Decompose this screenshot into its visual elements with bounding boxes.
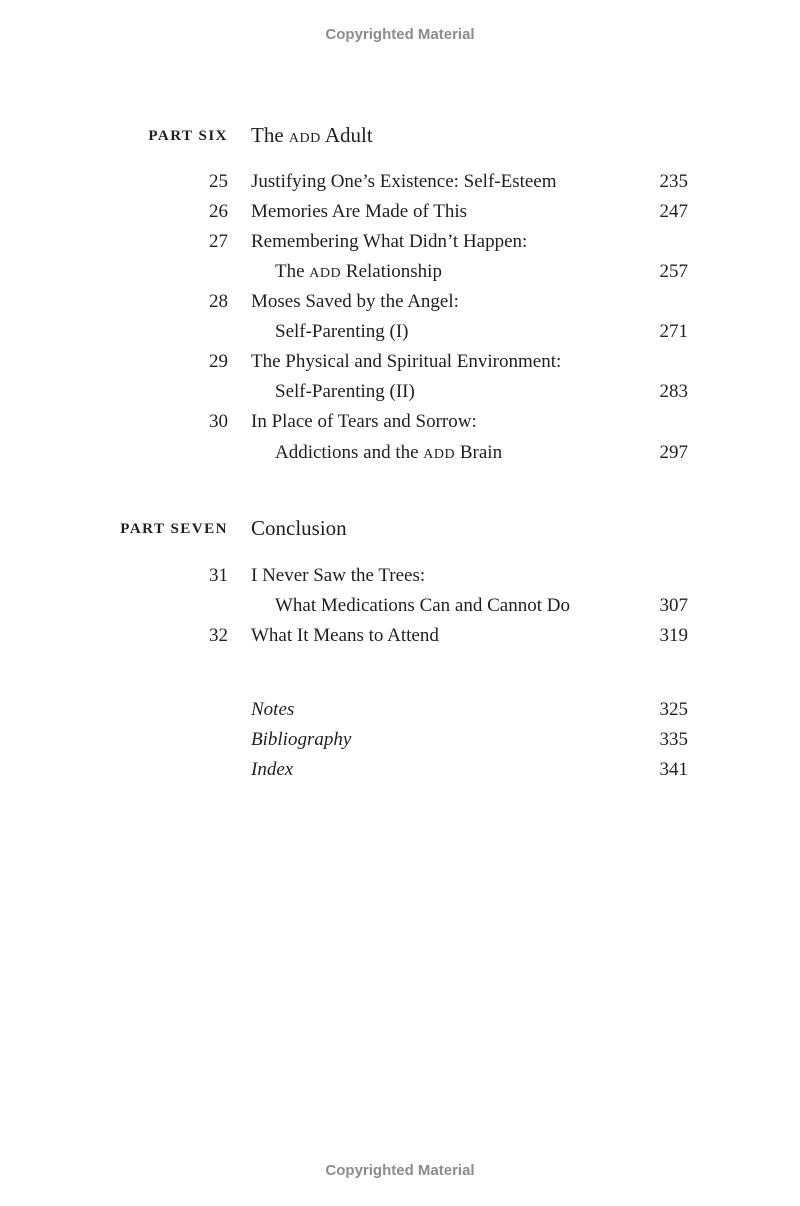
toc-entry-continuation[interactable] [0,438,800,468]
chapter-number: 25 [209,171,228,192]
toc-entry[interactable] [0,407,800,437]
chapter-subtitle: Self-Parenting (II) [275,381,415,402]
back-matter-title: Index [251,759,294,780]
part-title [251,123,373,148]
subtitle-suffix: Relationship [341,261,442,282]
chapter-number: 26 [209,201,228,222]
subtitle-acronym: ADD [309,266,342,281]
toc-entry-continuation[interactable] [0,317,800,347]
back-matter-entry[interactable] [0,755,800,785]
back-matter-title: Notes [251,699,295,720]
subtitle-acronym: ADD [423,447,456,462]
chapter-title: Memories Are Made of This [251,201,467,222]
page-number: 297 [659,442,688,463]
subtitle-prefix: The [275,261,310,282]
copyright-watermark-bottom: Copyrighted Material [325,1162,475,1179]
toc-entry[interactable] [0,287,800,317]
part-label: PART SEVEN [120,521,228,537]
chapter-number: 29 [209,351,228,372]
part-title-prefix: The [251,123,289,147]
page-number: 247 [659,201,688,222]
toc-entry-continuation[interactable] [0,377,800,407]
chapter-subtitle [275,257,442,289]
chapter-number: 27 [209,231,228,252]
subtitle-prefix: Addictions and the [275,442,424,463]
chapter-subtitle [275,438,502,470]
toc-entry-continuation[interactable] [0,257,800,287]
chapter-title: The Physical and Spiritual Environment: [251,351,562,372]
page-number: 325 [659,699,688,720]
toc-entry[interactable] [0,347,800,377]
page-number: 257 [659,261,688,282]
copyright-watermark-top: Copyrighted Material [325,26,475,43]
toc-entry[interactable] [0,621,800,651]
page-number: 283 [659,381,688,402]
page-number: 307 [659,595,688,616]
part-title-suffix: Adult [320,123,373,147]
chapter-title: Justifying One’s Existence: Self-Esteem [251,171,557,192]
subtitle-suffix: Brain [455,442,503,463]
toc-entry[interactable] [0,561,800,591]
toc-entry-continuation[interactable] [0,591,800,621]
chapter-subtitle: Self-Parenting (I) [275,321,409,342]
page-number: 319 [659,625,688,646]
chapter-number: 31 [209,565,228,586]
chapter-number: 30 [209,411,228,432]
page-number: 271 [659,321,688,342]
toc-entry[interactable] [0,197,800,227]
chapter-title: Remembering What Didn’t Happen: [251,231,528,252]
chapter-number: 32 [209,625,228,646]
part-title-acronym: ADD [288,131,321,146]
chapter-title: What It Means to Attend [251,625,439,646]
part-title: Conclusion [251,516,347,540]
back-matter-entry[interactable] [0,725,800,755]
page-number: 235 [659,171,688,192]
chapter-subtitle: What Medications Can and Cannot Do [275,595,570,616]
chapter-title: In Place of Tears and Sorrow: [251,411,477,432]
back-matter-title: Bibliography [251,729,352,750]
chapter-number: 28 [209,291,228,312]
page-number: 341 [659,759,688,780]
page-number: 335 [659,729,688,750]
part-label: PART SIX [148,128,228,144]
toc-entry[interactable] [0,227,800,257]
back-matter-entry[interactable] [0,695,800,725]
chapter-title: I Never Saw the Trees: [251,565,426,586]
chapter-title: Moses Saved by the Angel: [251,291,459,312]
toc-entry[interactable] [0,167,800,197]
